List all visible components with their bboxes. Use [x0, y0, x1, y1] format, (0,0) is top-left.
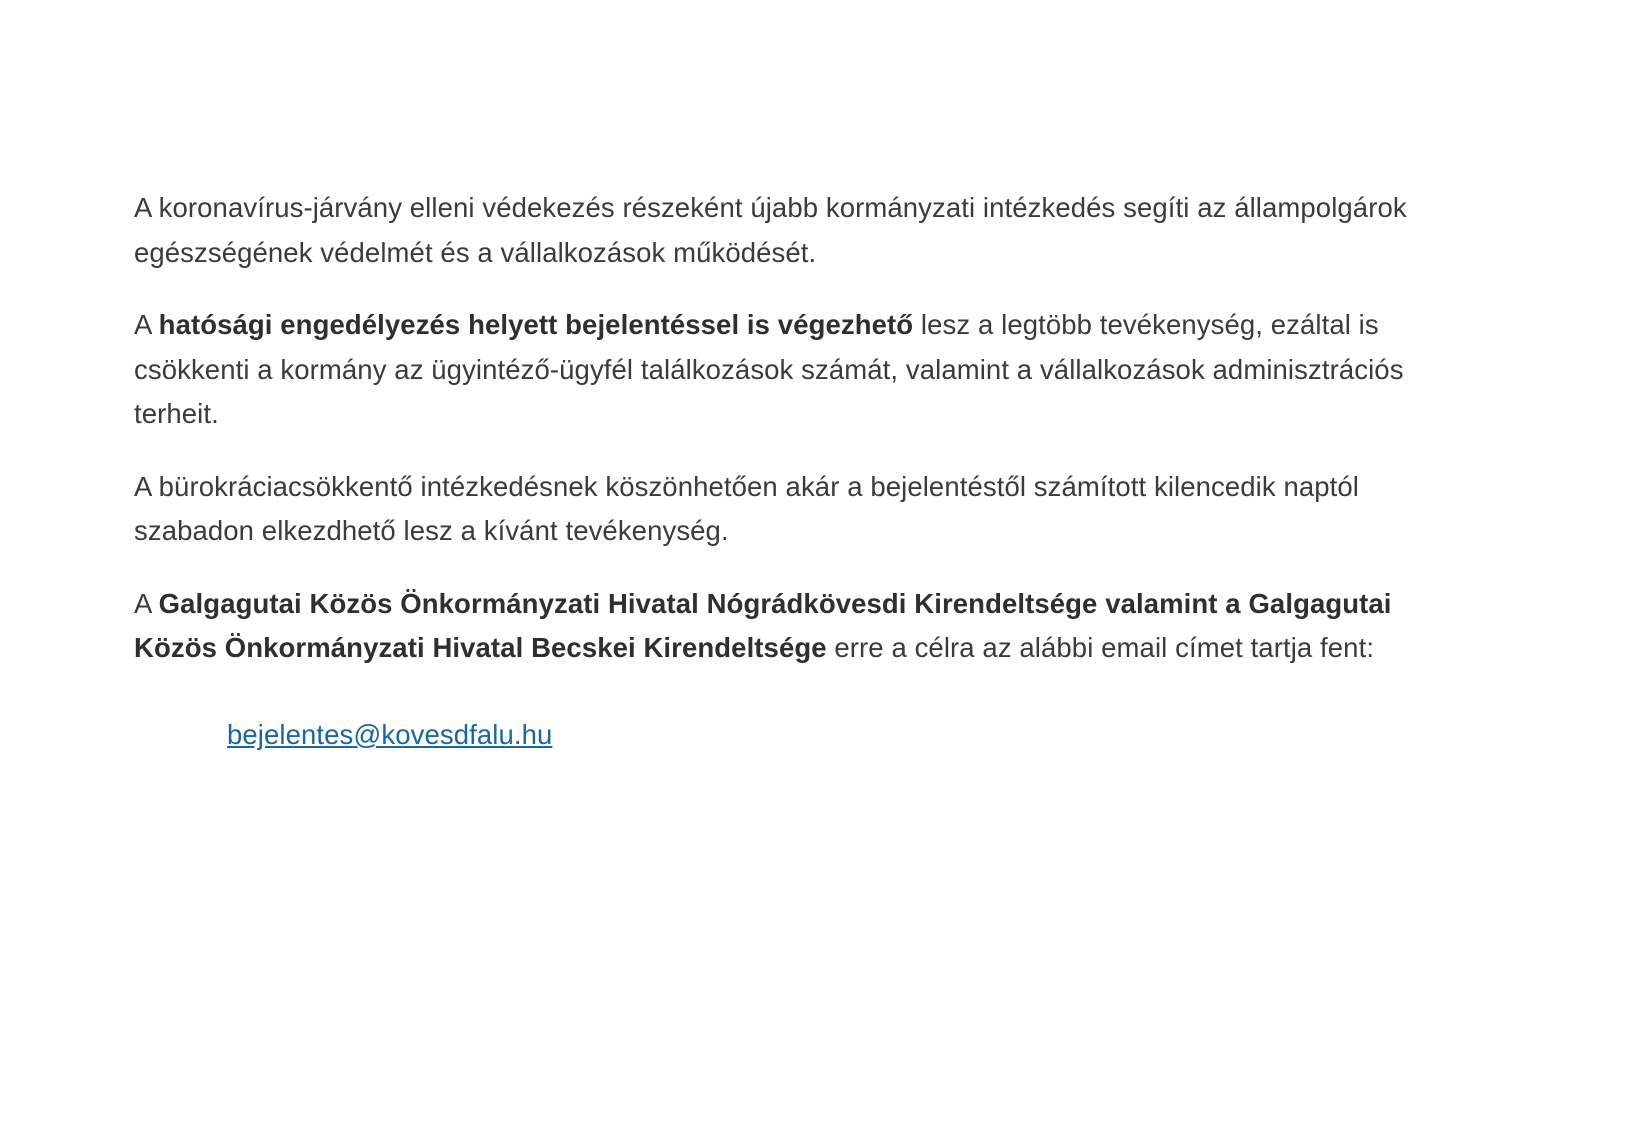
paragraph-notification-run-2-bold: hatósági engedélyezés helyett bejelentéssel is végezhető: [158, 309, 914, 341]
paragraph-bureaucracy: [134, 465, 1424, 554]
paragraph-bureaucracy-text: A bürokráciacsökkentő intézkedésnek köszönhetően akár a bejelentéstől számított kilencedik naptól szabadon elkezdhető lesz a kívánt tevékenység.: [134, 470, 1360, 547]
document-body: [134, 186, 1424, 757]
paragraph-intro-text: A koronavírus-járvány elleni védekezés részeként újabb kormányzati intézkedés segíti az állampolgárok egészségének védelmét és a vállalkozások működését.: [134, 192, 1407, 268]
email-link-block: [134, 713, 1424, 758]
paragraph-notification: [134, 303, 1424, 437]
paragraph-office-run-1: A: [134, 587, 159, 619]
paragraph-notification-run-3: lesz a legtöbb tevékenység, ezáltal is csökkenti a kormány az ügyintéző-ügyfél találkozások számát, valamint a vállalkozások adminisztrációs terheit.: [134, 309, 1404, 430]
email-link[interactable]: bejelentes@kovesdfalu.hu: [227, 718, 553, 750]
paragraph-office-run-3: erre a célra az alábbi email címet tartja fent:: [826, 632, 1375, 664]
paragraph-notification-run-1: A: [134, 309, 159, 341]
paragraph-office-run-2-bold: Galgagutai Közös Önkormányzati Hivatal Nógrádkövesdi Kirendeltsége valamint a Galgagutai Közös Önkormányzati Hivatal Becskei Kirendeltsége: [134, 587, 1392, 664]
paragraph-intro: [134, 186, 1424, 275]
paragraph-office: [134, 582, 1424, 671]
